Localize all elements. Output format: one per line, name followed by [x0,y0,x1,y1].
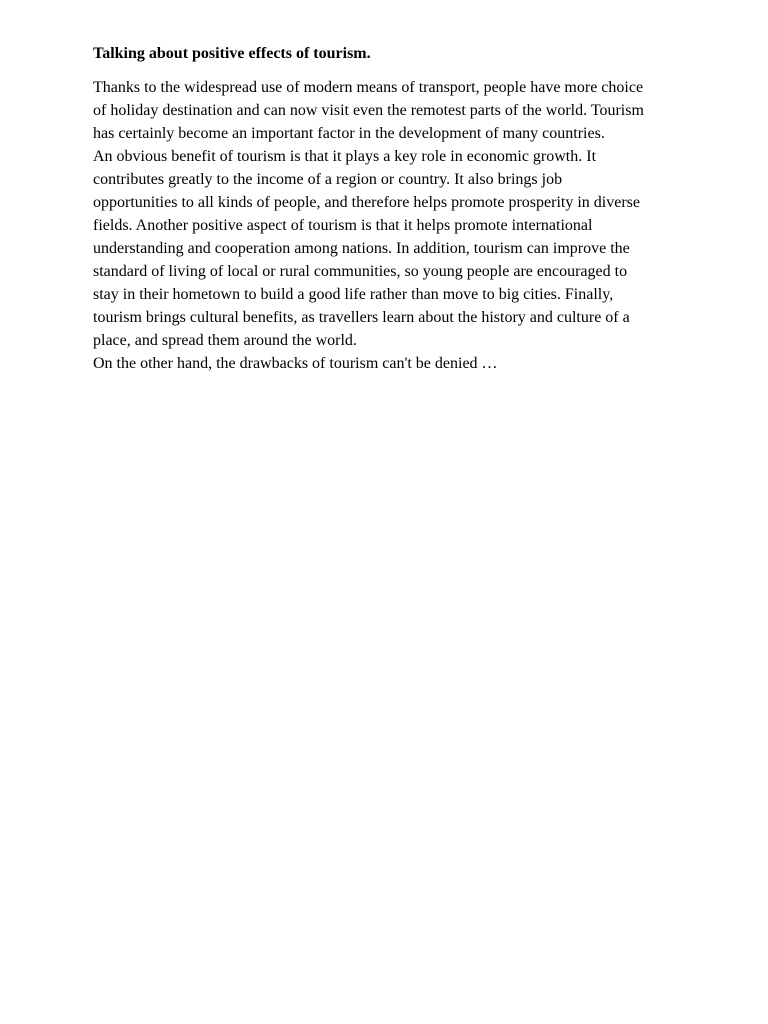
text-line: contributes greatly to the income of a region or country. It also brings job [93,171,563,188]
text-line: has certainly become an important factor in the development of many countries. [93,125,605,142]
document-body [93,42,733,375]
document-title: Talking about positive effects of tourism. [93,45,371,62]
text-line: tourism brings cultural benefits, as travellers learn about the history and culture of a [93,309,630,326]
text-line: place, and spread them around the world. [93,332,357,349]
paragraph-benefits [93,145,733,352]
text-line: standard of living of local or rural communities, so young people are encouraged to [93,263,628,280]
text-line: fields. Another positive aspect of tourism is that it helps promote international [93,217,593,234]
text-line: of holiday destination and can now visit even the remotest parts of the world. Tourism [93,102,644,119]
paragraph-drawbacks [93,352,733,375]
paragraph-intro [93,76,733,145]
text-line: On the other hand, the drawbacks of tourism can't be denied … [93,355,498,372]
text-line: An obvious benefit of tourism is that it plays a key role in economic growth. It [93,148,597,165]
text-line: stay in their hometown to build a good life rather than move to big cities. Finally, [93,286,614,303]
text-line: understanding and cooperation among nations. In addition, tourism can improve the [93,240,630,257]
text-line: opportunities to all kinds of people, and therefore helps promote prosperity in diverse [93,194,640,211]
text-line: Thanks to the widespread use of modern means of transport, people have more choice [93,79,644,96]
